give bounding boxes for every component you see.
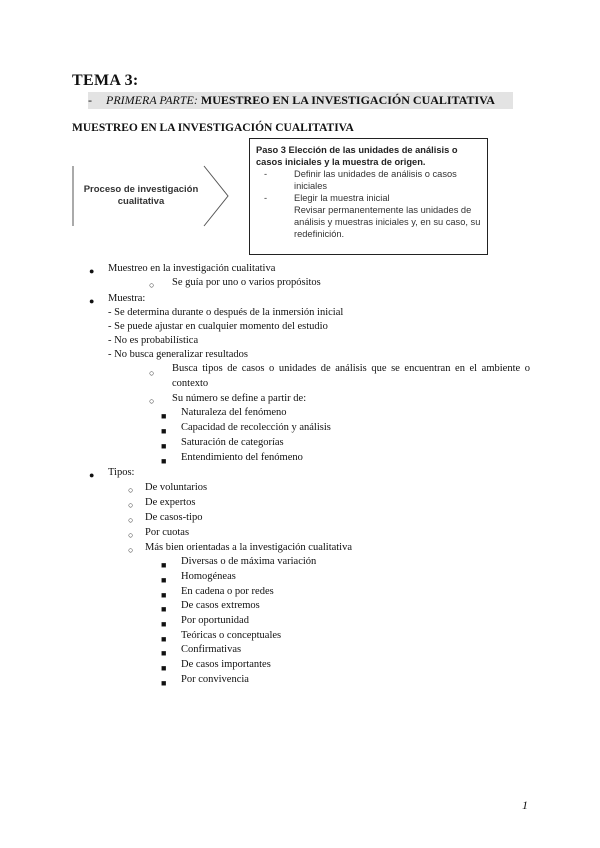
- list-item: En cadena o por redes: [181, 586, 274, 597]
- circle-bullet: ○: [128, 485, 134, 495]
- square-bullet: ■: [161, 663, 167, 673]
- list-item: Por convivencia: [181, 674, 249, 685]
- circle-bullet: ○: [128, 500, 134, 510]
- list-item: Capacidad de recolección y análisis: [181, 422, 331, 433]
- list-item: Por oportunidad: [181, 615, 249, 626]
- list-item: Saturación de categorías: [181, 437, 284, 448]
- step-item-text: Definir las unidades de análisis o casos iniciales: [294, 169, 457, 191]
- list-item: Busca tipos de casos o unidades de análisis que se encuentran en el ambiente o contexto: [172, 363, 530, 389]
- square-bullet: ■: [161, 456, 167, 466]
- square-bullet: ■: [161, 560, 167, 570]
- list-item: De casos-tipo: [145, 512, 203, 523]
- circle-bullet: ○: [149, 280, 155, 290]
- list-item: Su número se define a partir de:: [172, 393, 307, 404]
- list-item: Homogéneas: [181, 571, 236, 582]
- process-label-line1: Proceso de investigación: [83, 184, 199, 195]
- list-item: De voluntarios: [145, 482, 208, 493]
- list-item: Tipos:: [108, 467, 135, 478]
- list-item: Muestreo en la investigación cualitativa: [108, 263, 276, 274]
- square-bullet: ■: [161, 619, 167, 629]
- square-bullet: ■: [161, 678, 167, 688]
- list-item: Diversas o de máxima variación: [181, 556, 317, 567]
- list-item: Por cuotas: [145, 527, 190, 538]
- square-bullet: ■: [161, 441, 167, 451]
- step-item-text: Revisar permanentemente las unidades de análisis y muestras iniciales y, en su caso, su redefinición.: [294, 205, 481, 239]
- step-item-text: Elegir la muestra inicial: [294, 193, 390, 203]
- step-item: [256, 192, 481, 204]
- square-bullet: ■: [161, 411, 167, 421]
- subtitle-bold: MUESTREO EN LA INVESTIGACIÓN CUALITATIVA: [200, 93, 495, 107]
- step-item-marker: -: [264, 193, 268, 203]
- list-item: Naturaleza del fenómeno: [181, 407, 287, 418]
- list-item: Entendimiento del fenómeno: [181, 452, 303, 463]
- list-item: - Se determina durante o después de la inmersión inicial: [108, 307, 344, 318]
- disc-bullet: ●: [89, 470, 95, 480]
- list-item: Más bien orientadas a la investigación cualitativa: [145, 542, 353, 553]
- process-label: [82, 184, 200, 208]
- square-bullet: ■: [161, 648, 167, 658]
- step-item: [256, 204, 481, 240]
- square-bullet: ■: [161, 426, 167, 436]
- square-bullet: ■: [161, 575, 167, 585]
- list-item: De casos extremos: [181, 600, 260, 611]
- list-item: Confirmativas: [181, 644, 242, 655]
- square-bullet: ■: [161, 590, 167, 600]
- square-bullet: ■: [161, 634, 167, 644]
- circle-bullet: ○: [128, 530, 134, 540]
- square-bullet: ■: [161, 604, 167, 614]
- list-item: - Se puede ajustar en cualquier momento del estudio: [108, 321, 328, 332]
- circle-bullet: ○: [149, 368, 155, 378]
- page-number: 1: [522, 798, 528, 812]
- process-label-line2: cualitativa: [117, 196, 165, 207]
- circle-bullet: ○: [128, 545, 134, 555]
- list-item: Se guía por uno o varios propósitos: [172, 277, 321, 288]
- disc-bullet: ●: [89, 266, 95, 276]
- step-item: [256, 168, 481, 192]
- step-box: [249, 138, 488, 255]
- circle-bullet: ○: [149, 396, 155, 406]
- list-item: De expertos: [145, 497, 196, 508]
- process-diagram: [72, 160, 212, 232]
- list-item: Muestra:: [108, 293, 146, 304]
- list-item: De casos importantes: [181, 659, 271, 670]
- list-item: - No es probabilística: [108, 335, 199, 346]
- part-subtitle: [88, 92, 513, 109]
- step-heading: Paso 3 Elección de las unidades de análisis o casos iniciales y la muestra de origen.: [256, 145, 458, 167]
- list-item: - No busca generalizar resultados: [108, 349, 248, 360]
- section-title: MUESTREO EN LA INVESTIGACIÓN CUALITATIVA: [72, 122, 354, 134]
- subtitle-dash: -: [88, 93, 92, 107]
- list-item: Teóricas o conceptuales: [181, 630, 282, 641]
- page-title: TEMA 3:: [72, 72, 139, 89]
- step-item-marker: -: [264, 169, 268, 179]
- circle-bullet: ○: [128, 515, 134, 525]
- step-item-marker: [256, 204, 294, 240]
- subtitle-italic: PRIMERA PARTE:: [106, 93, 198, 107]
- disc-bullet: ●: [89, 296, 95, 306]
